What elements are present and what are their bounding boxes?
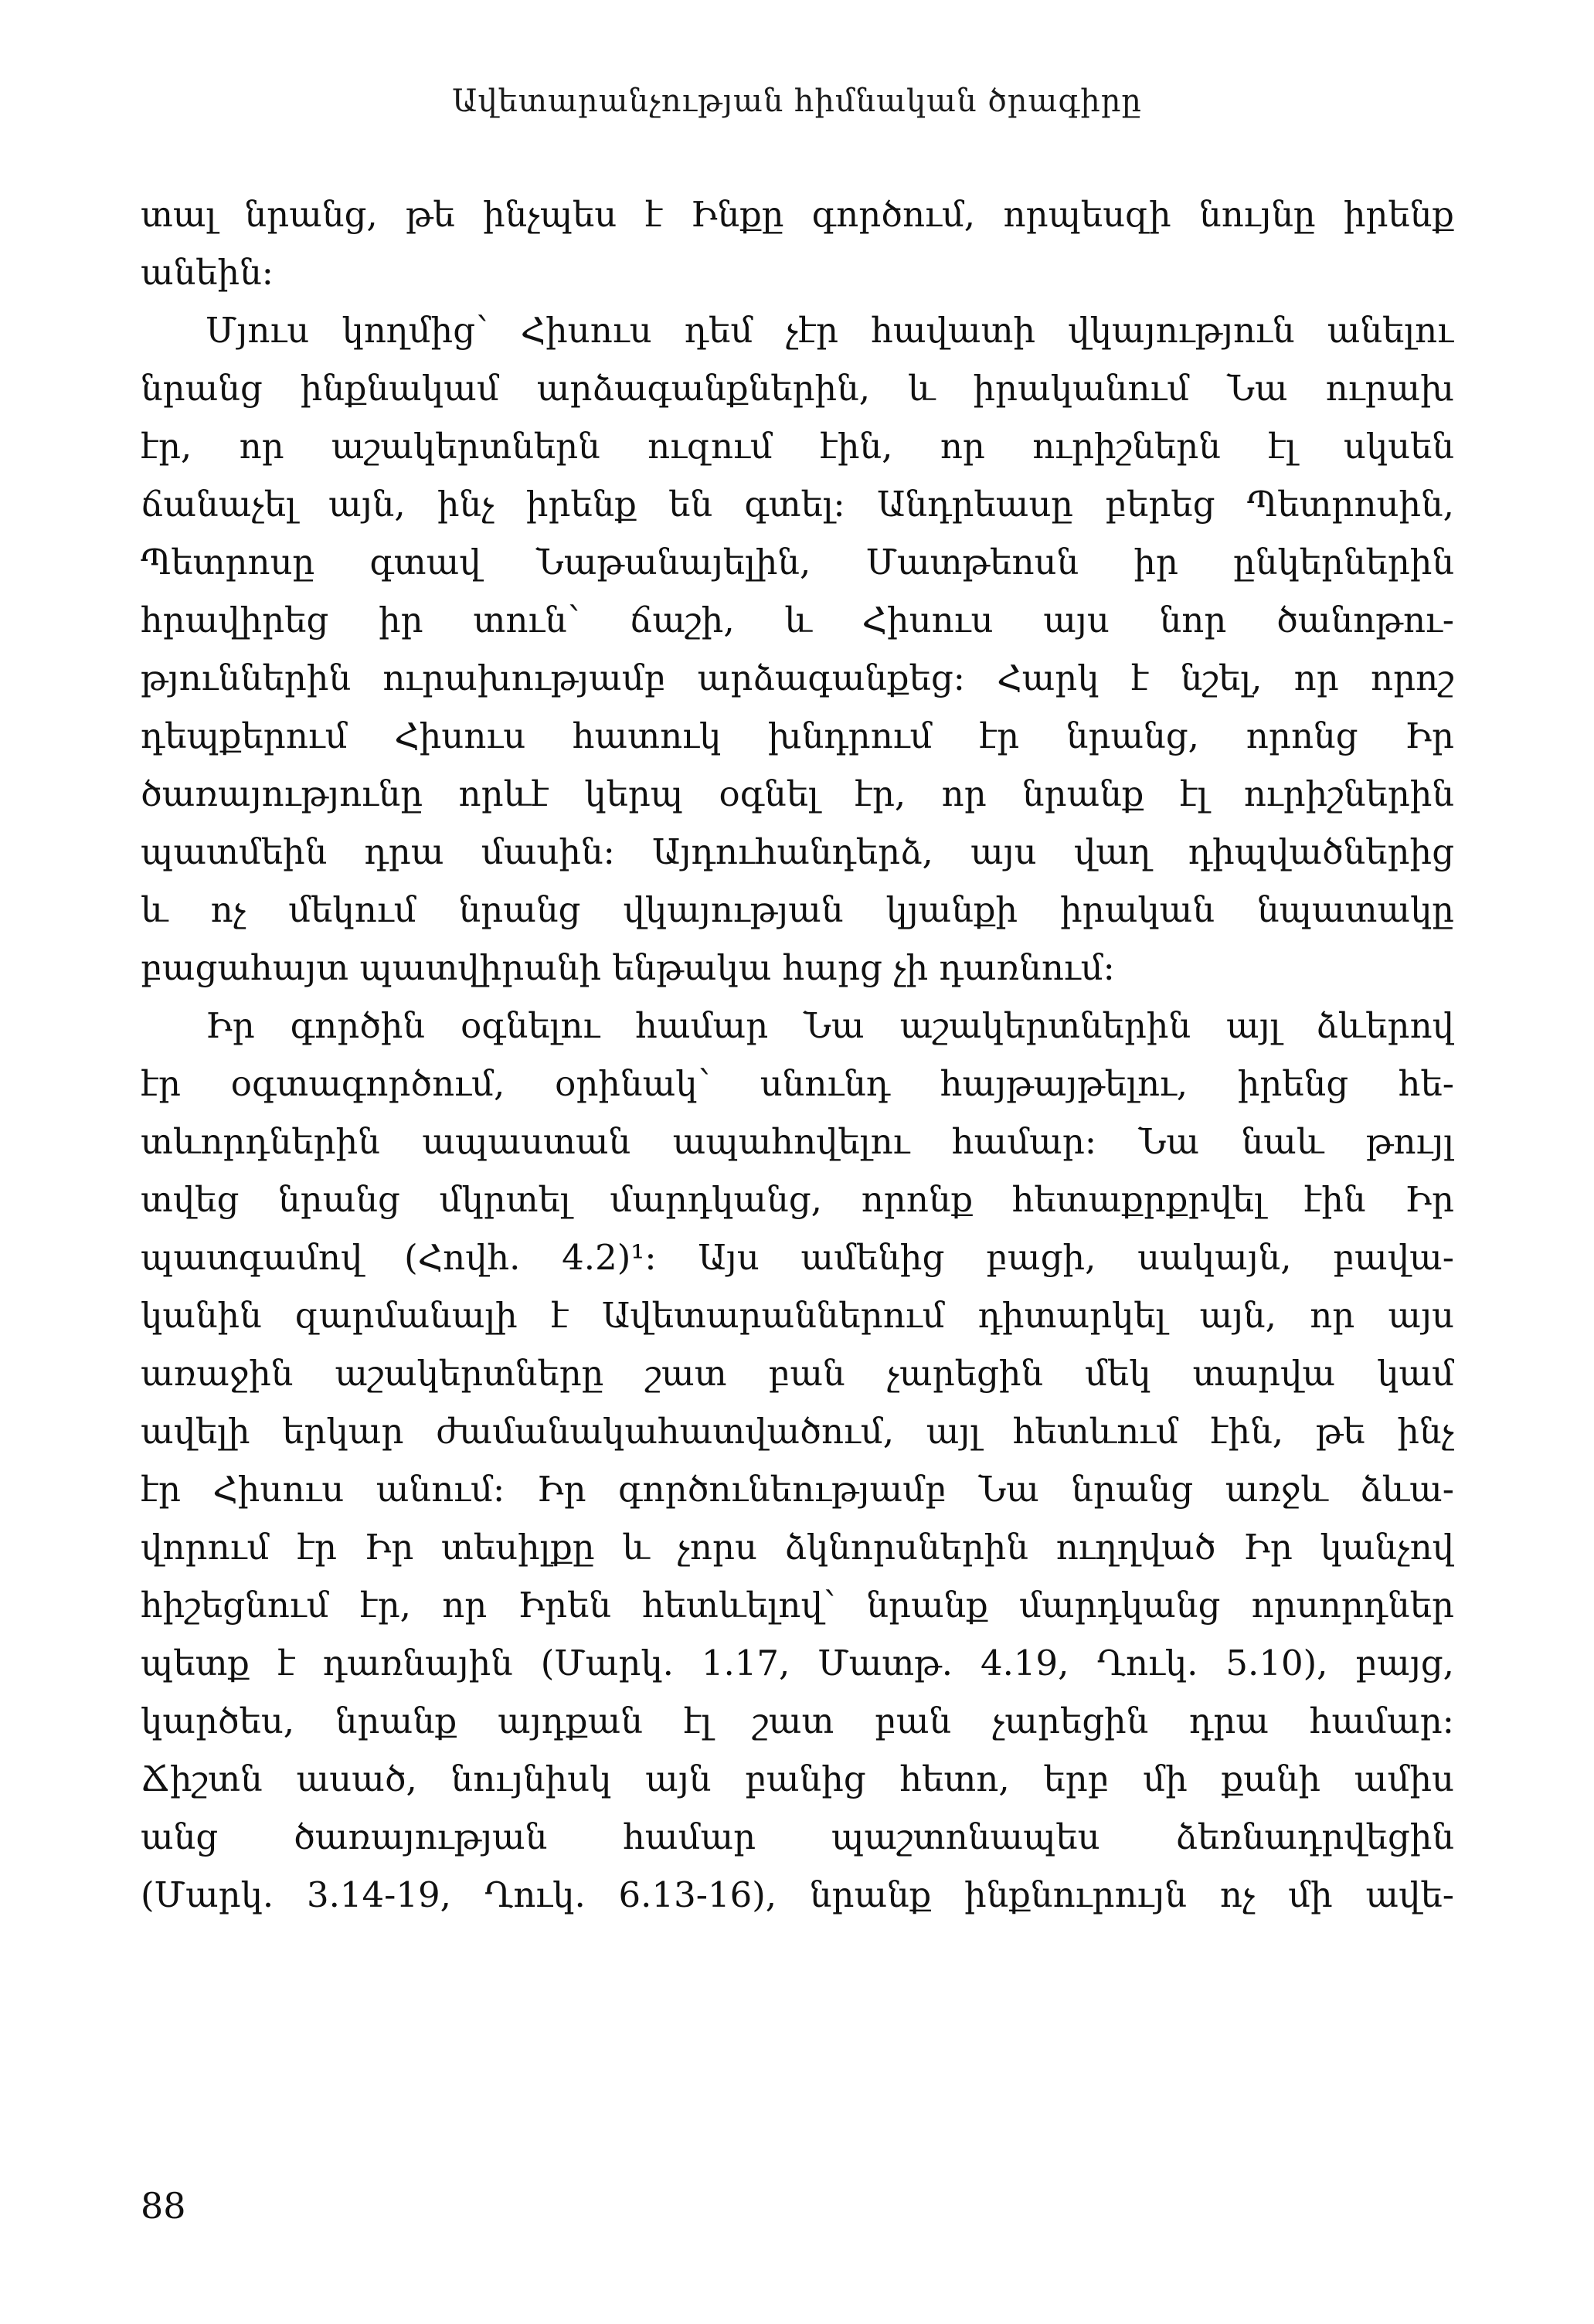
text-line: տալ նրանց, թե ինչպես է Ինքը գործում, որպեսզի նույնը իրենք — [141, 194, 1454, 235]
text-line: անց ծառայության համար պաշտոնապես ձեռնադրվեցին — [141, 1816, 1454, 1857]
text-line: անեին։ — [141, 252, 274, 293]
text-line: դեպքերում Հիսուս հատուկ խնդրում էր նրանց, որոնց Իր — [141, 715, 1454, 756]
text-line: պետք է դառնային (Մարկ. 1.17, Մատթ. 4.19, Ղուկ. 5.10), բայց, — [141, 1643, 1454, 1684]
page-body-text — [141, 185, 1454, 1924]
text-line: բացահայտ պատվիրանի ենթակա հարց չի դառնում։ — [141, 947, 1115, 988]
text-line: տվեց նրանց մկրտել մարդկանց, որոնք հետաքրքրվել էին Իր — [141, 1179, 1454, 1220]
text-line: ավելի երկար ժամանակահատվածում, այլ հետևում էին, թե ինչ — [141, 1411, 1454, 1452]
running-header-title: Ավետարանչության հիմնական ծրագիրը — [452, 83, 1142, 119]
text-line: ճանաչել այն, ինչ իրենք են գտել։ Անդրեասը բերեց Պետրոսին, — [141, 484, 1454, 525]
text-line: և ոչ մեկում նրանց վկայության կյանքի իրական նպատակը — [141, 889, 1454, 930]
text-line: էր Հիսուս անում։ Իր գործունեությամբ Նա նրանց առջև ձևա- — [141, 1469, 1454, 1510]
text-line: հիշեցնում էր, որ Իրեն հետևելով՝ նրանք մարդկանց որսորդներ — [141, 1585, 1454, 1626]
page-number: 88 — [141, 2185, 186, 2227]
text-line: վորում էր Իր տեսիլքը և չորս ձկնորսներին ուղղված Իր կանչով — [141, 1527, 1454, 1568]
text-line: նրանց ինքնակամ արձագանքներին, և իրականում Նա ուրախ — [141, 368, 1454, 409]
text-line: էր օգտագործում, օրինակ՝ սնունդ հայթայթելու, իրենց հե- — [141, 1063, 1454, 1104]
text-line: Ճիշտն ասած, նույնիսկ այն բանից հետո, երբ մի քանի ամիս — [141, 1758, 1454, 1799]
text-line: կարծես, նրանք այդքան էլ շատ բան չարեցին դրա համար։ — [141, 1701, 1454, 1741]
text-line: կանին զարմանալի է Ավետարաններում դիտարկել այն, որ այս — [141, 1295, 1454, 1336]
text-line: (Մարկ. 3.14-19, Ղուկ. 6.13-16), նրանք ինքնուրույն ոչ մի ավե- — [141, 1874, 1454, 1915]
text-line: պատմեին դրա մասին։ Այդուհանդերձ, այս վաղ դիպվածներից — [141, 831, 1454, 872]
text-line: Իր գործին օգնելու համար Նա աշակերտներին այլ ձևերով — [206, 1005, 1454, 1046]
text-line: տևորդներին ապաստան ապահովելու համար։ Նա նաև թույլ — [141, 1121, 1454, 1162]
text-line: ծառայությունը որևէ կերպ օգնել էր, որ նրանք էլ ուրիշներին — [141, 773, 1454, 814]
text-line: էր, որ աշակերտներն ուզում էին, որ ուրիշներն էլ սկսեն — [141, 426, 1454, 467]
text-line: առաջին աշակերտները շատ բան չարեցին մեկ տարվա կամ — [141, 1353, 1454, 1394]
text-line: հրավիրեց իր տուն՝ ճաշի, և Հիսուս այս նոր ծանոթու- — [141, 600, 1454, 640]
text-line: թյուններին ուրախությամբ արձագանքեց։ Հարկ է նշել, որ որոշ — [141, 657, 1454, 698]
text-line: Մյուս կողմից՝ Հիսուս դեմ չէր հավատի վկայություն անելու — [206, 310, 1454, 351]
text-line: պատգամով (Հովհ. 4.2)¹։ Այս ամենից բացի, սակայն, բավա- — [141, 1237, 1454, 1278]
text-line: Պետրոսը գտավ Նաթանայելին, Մատթեոսն իր ընկերներին — [141, 542, 1454, 583]
